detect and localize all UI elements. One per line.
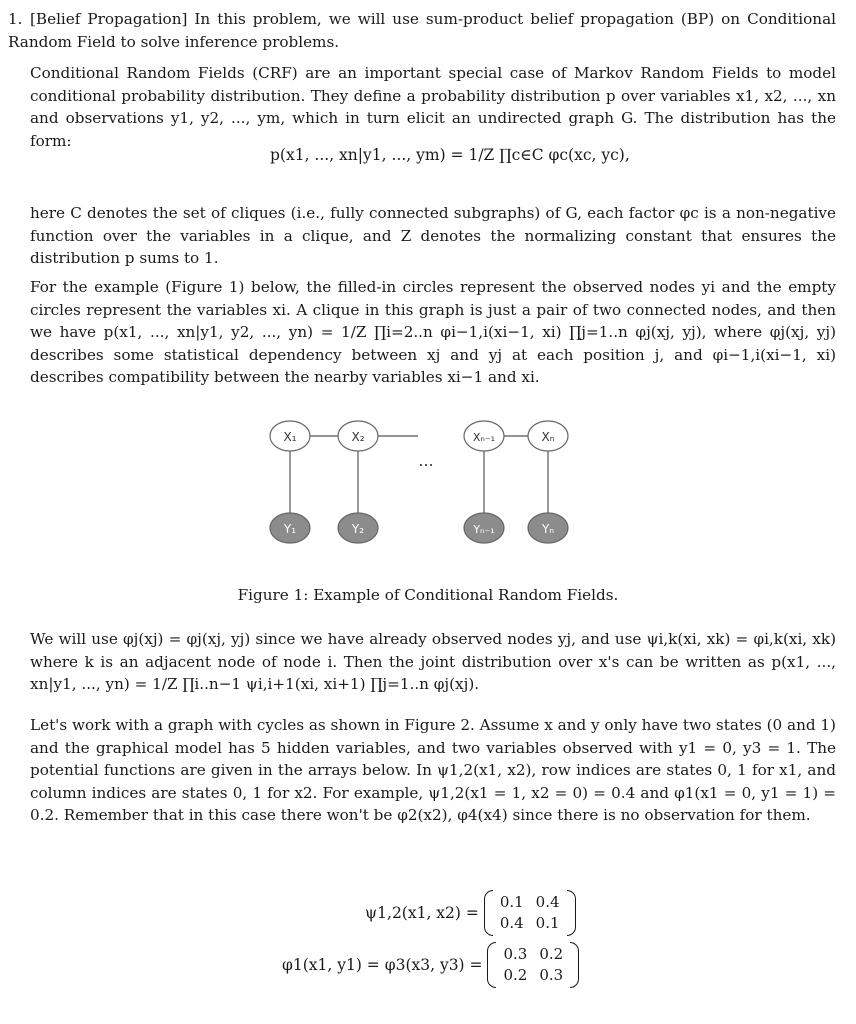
figure-caption: Figure 1: Example of Conditional Random Fields. <box>237 586 619 604</box>
label-x2: X₂ <box>351 430 365 444</box>
phi-cell: 0.3 <box>539 966 564 984</box>
crf-intro: Conditional Random Fields (CRF) are an important special case of Markov Random Fields to model conditional probability distribution. They define a probability distribution p over variables x1, x2, ..., xn and observations y1, y2, ..., ym, which in turn elicit an undirected graph G. The distribution has the form: <box>30 64 836 150</box>
psi-cell: 0.1 <box>535 914 560 932</box>
distribution-equation <box>270 146 630 164</box>
label-xn1: Xₙ₋₁ <box>472 431 496 444</box>
psi-cell: 0.1 <box>499 893 524 911</box>
potentials-paragraph: We will use φj(xj) = φj(xj, yj) since we have already observed nodes yj, and use ψi,k(xi, xk) = φi,k(xi, xk) where k is an adjacent node of node i. Then the joint distribution over x's can be written as p(x1, ..., xn|y1, ..., yn) = 1/Z ∏i..n−1 ψi,i+1(xi, xi+1) ∏j=1..n φj(xj). <box>30 630 836 693</box>
phi-cell: 0.2 <box>503 966 528 984</box>
problem-title <box>8 8 836 53</box>
distribution-equation-text: p(x1, ..., xn|y1, ..., ym) = 1/Z ∏c∈C φc(xc, yc), <box>270 146 630 164</box>
label-y1: Y₁ <box>283 522 297 536</box>
crf-figure <box>0 414 856 554</box>
psi-cell: 0.4 <box>499 914 524 932</box>
psi-matrix <box>484 892 576 934</box>
label-y2: Y₂ <box>351 522 365 536</box>
phi-cell: 0.3 <box>503 945 528 963</box>
phi-matrix-equation <box>282 944 579 986</box>
label-xn: Xₙ <box>541 430 555 444</box>
phi-cell: 0.2 <box>539 945 564 963</box>
phi-matrix <box>487 944 579 986</box>
ellipsis: ... <box>418 451 434 470</box>
problem-number: 1. <box>8 10 23 28</box>
cliques-explanation: here C denotes the set of cliques (i.e., fully connected subgraphs) of G, each factor φc is a non-negative function over the variables in a clique, and Z denotes the normalizing constant that ensures the distribution p sums to 1. <box>30 204 836 267</box>
label-x1: X₁ <box>283 430 297 444</box>
example-paragraph: For the example (Figure 1) below, the filled-in circles represent the observed nodes yi and the empty circles represent the variables xi. A clique in this graph is just a pair of two connected nodes, and then we have p(x1, ..., xn|y1, y2, ..., yn) = 1/Z ∏i=2..n φi−1,i(xi−1, xi) ∏j=1..n φj(xj, yj), where φj(xj, yj) describes some statistical dependency between xj and yj at each position j, and φi−1,i(xi−1, xi) describes compatibility between the nearby variables xi−1 and xi. <box>30 278 836 386</box>
psi-label: ψ1,2(x1, x2) = <box>365 904 479 922</box>
phi-label: φ1(x1, y1) = φ3(x3, y3) = <box>282 956 483 974</box>
label-yn1: Yₙ₋₁ <box>473 523 495 536</box>
psi-matrix-equation <box>365 892 576 934</box>
psi-cell: 0.4 <box>535 893 560 911</box>
problem-title-text: [Belief Propagation] In this problem, we will use sum-product belief propagation (BP) on Conditional Random Field to solve inference problems. <box>8 10 836 51</box>
cycles-paragraph: Let's work with a graph with cycles as shown in Figure 2. Assume x and y only have two states (0 and 1) and the graphical model has 5 hidden variables, and two variables observed with y1 = 0, y3 = 1. The potential functions are given in the arrays below. In ψ1,2(x1, x2), row indices are states 0, 1 for x1, and column indices are states 0, 1 for x2. For example, ψ1,2(x1 = 1, x2 = 0) = 0.4 and φ1(x1 = 0, y1 = 1) = 0.2. Remember that in this case there won't be φ2(x2), φ4(x4) since there is no observation for them. <box>30 716 836 824</box>
label-yn: Yₙ <box>541 522 555 536</box>
